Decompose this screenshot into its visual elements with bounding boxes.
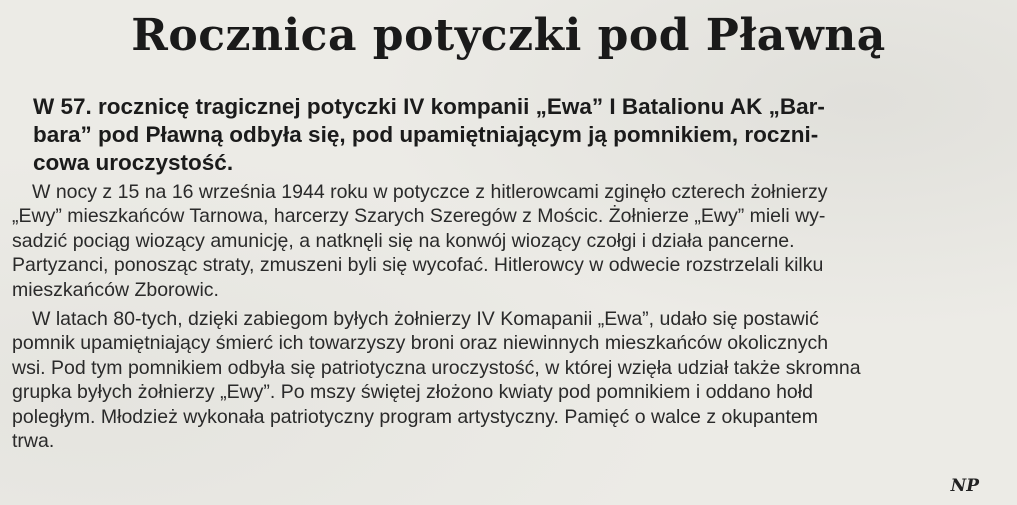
body-line: pomnik upamiętniający śmierć ich towarzyszy broni oraz niewinnych mieszkańców okolicznych (12, 332, 829, 355)
author-signature: NP (950, 476, 979, 496)
body-line: mieszkańców Zborowic. (12, 278, 219, 301)
body-line: sadzić pociąg wiozący amunicję, a natknęli się na konwój wiozący czołgi i działa pancerne. (12, 229, 795, 252)
lead-line: W 57. rocznicę tragicznej potyczki IV kompanii „Ewa” I Batalionu AK „Bar- (33, 94, 825, 119)
body-line: grupka byłych żołnierzy „Ewy”. Po mszy świętej złożono kwiaty pod pomnikiem i oddano hołd (12, 381, 813, 404)
paragraph-1 (12, 180, 1007, 302)
body-line: W nocy z 15 na 16 września 1944 roku w potyczce z hitlerowcami zginęło czterech żołnierzy (32, 181, 828, 203)
body-line: poległym. Młodzież wykonała patriotyczny program artystyczny. Pamięć o walce z okupantem (12, 405, 818, 428)
lead-line: bara” pod Pławną odbyła się, pod upamiętniającym ją pomnikiem, roczni- (33, 122, 819, 147)
body-line: „Ewy” mieszkańców Tarnowa, harcerzy Szarych Szeregów z Mościc. Żołnierze „Ewy” mieli wy- (12, 205, 826, 228)
lead-line: cowa uroczystość. (33, 150, 234, 175)
article-lead (33, 93, 1003, 177)
body-line: wsi. Pod tym pomnikiem odbyła się patriotyczna uroczystość, w której wzięła udział także skromna (12, 356, 861, 379)
body-line: W latach 80-tych, dzięki zabiegom byłych żołnierzy IV Komapanii „Ewa”, udało się postawić (32, 308, 819, 331)
article-body (12, 180, 1007, 453)
article-headline: Rocznica potyczki pod Pławną (131, 10, 886, 61)
body-line: trwa. (12, 430, 55, 453)
paragraph-2 (12, 307, 1007, 453)
body-line: Partyzanci, ponosząc straty, zmuszeni byli się wycofać. Hitlerowcy w odwecie rozstrzelali kilku (12, 254, 824, 277)
